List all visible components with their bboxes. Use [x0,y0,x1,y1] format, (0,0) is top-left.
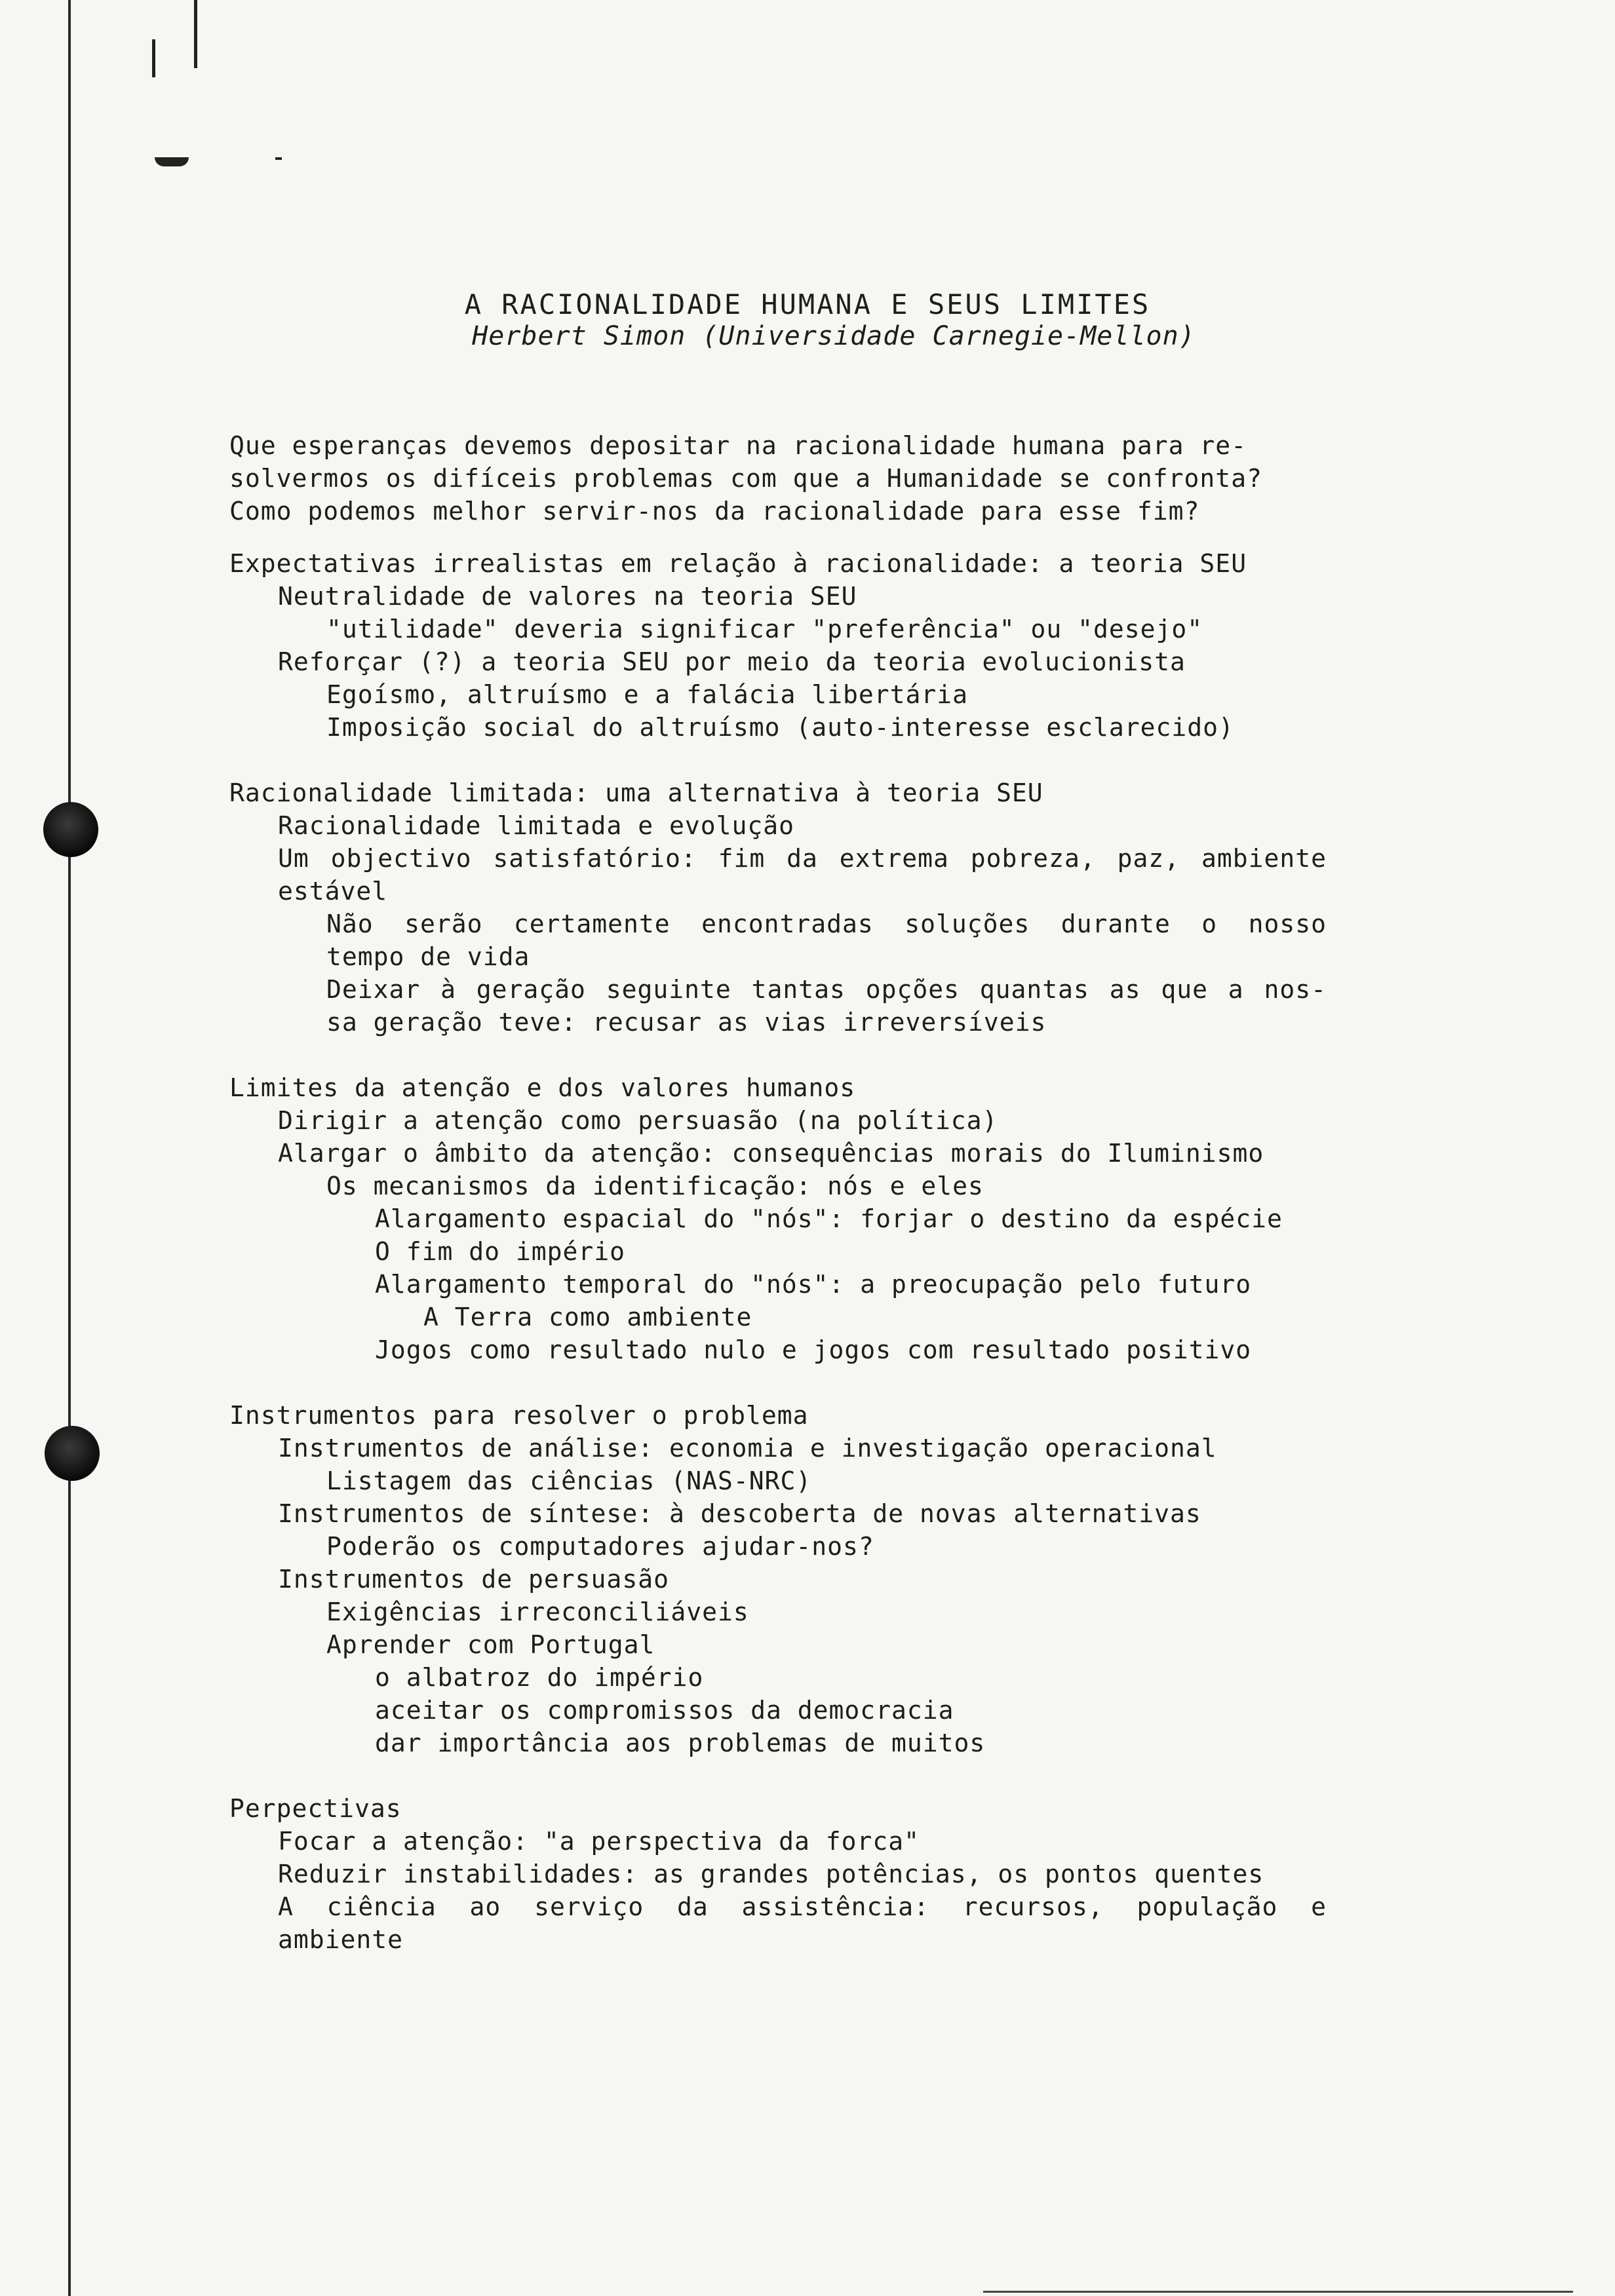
outline-item: estável [278,877,388,906]
outline-item: Neutralidade de valores na teoria SEU [278,582,857,611]
section-heading: Expectativas irrealistas em relação à racionalidade: a teoria SEU [229,549,1247,578]
outline-item: Egoísmo, altruísmo e a falácia libertária [326,680,968,709]
intro-line: Como podemos melhor servir-nos da racionalidade para esse fim? [229,497,1200,526]
bottom-rule [983,2291,1573,2293]
outline-item: Alargar o âmbito da atenção: consequências morais do Iluminismo [278,1139,1264,1168]
outline-item: Aprender com Portugal [326,1630,655,1659]
outline-item: ambiente [278,1925,404,1954]
outline-item: A ciência ao serviço da assistência: recursos, população e [278,1892,1327,1921]
outline-item: Os mecanismos da identificação: nós e eles [326,1172,984,1200]
scan-mark [152,39,155,77]
intro-line: solvermos os difíceis problemas com que a Humanidade se confronta? [229,464,1262,493]
outline-item: Poderão os computadores ajudar-nos? [326,1532,874,1561]
outline-item: Reduzir instabilidades: as grandes potências, os pontos quentes [278,1860,1264,1888]
punch-hole [45,1426,100,1481]
outline-item: Instrumentos de análise: economia e investigação operacional [278,1434,1217,1463]
outline-item: sa geração teve: recusar as vias irreversíveis [326,1008,1047,1037]
outline-item: Exigências irreconciliáveis [326,1598,749,1626]
outline-item: Alargamento temporal do "nós": a preocupação pelo futuro [375,1270,1252,1299]
outline-item: "utilidade" deveria significar "preferência" ou "desejo" [326,615,1203,643]
outline-item: dar importância aos problemas de muitos [375,1729,986,1757]
outline-item: Deixar à geração seguinte tantas opções quantas as que a nos- [326,975,1327,1004]
scan-mark [194,0,197,68]
outline-item: A Terra como ambiente [423,1303,752,1331]
outline-item: o albatroz do império [375,1663,704,1692]
outline-item: Focar a atenção: "a perspectiva da forca" [278,1827,920,1856]
outline-item: O fim do império [375,1237,626,1266]
scan-mark [275,157,282,160]
section-heading: Racionalidade limitada: uma alternativa à teoria SEU [229,778,1043,807]
outline-item: Dirigir a atenção como persuasão (na política) [278,1106,998,1135]
section-heading: Limites da atenção e dos valores humanos [229,1073,856,1102]
outline-item: Imposição social do altruísmo (auto-interesse esclarecido) [326,713,1234,742]
outline-item: Alargamento espacial do "nós": forjar o destino da espécie [375,1204,1283,1233]
outline-item: Não serão certamente encontradas soluções durante o nosso [326,909,1327,938]
outline-item: Listagem das ciências (NAS-NRC) [326,1466,812,1495]
outline-item: Instrumentos de persuasão [278,1565,669,1594]
intro-line: Que esperanças devemos depositar na racionalidade humana para re- [229,431,1247,460]
outline-item: Reforçar (?) a teoria SEU por meio da teoria evolucionista [278,647,1186,676]
outline-item: Um objectivo satisfatório: fim da extrema pobreza, paz, ambiente [278,844,1327,873]
outline-item: aceitar os compromissos da democracia [375,1696,954,1725]
punch-hole [43,802,98,857]
section-heading: Instrumentos para resolver o problema [229,1401,809,1430]
document-title: A RACIONALIDADE HUMANA E SEUS LIMITES [464,288,1151,320]
section-heading: Perpectivas [229,1794,402,1823]
document-subtitle: Herbert Simon (Universidade Carnegie-Mellon) [472,321,1196,351]
outline-item: Instrumentos de síntese: à descoberta de novas alternativas [278,1499,1201,1528]
scan-mark [155,157,189,166]
outline-item: Jogos como resultado nulo e jogos com resultado positivo [375,1335,1252,1364]
outline-item: Racionalidade limitada e evolução [278,811,794,840]
outline-item: tempo de vida [326,942,530,971]
